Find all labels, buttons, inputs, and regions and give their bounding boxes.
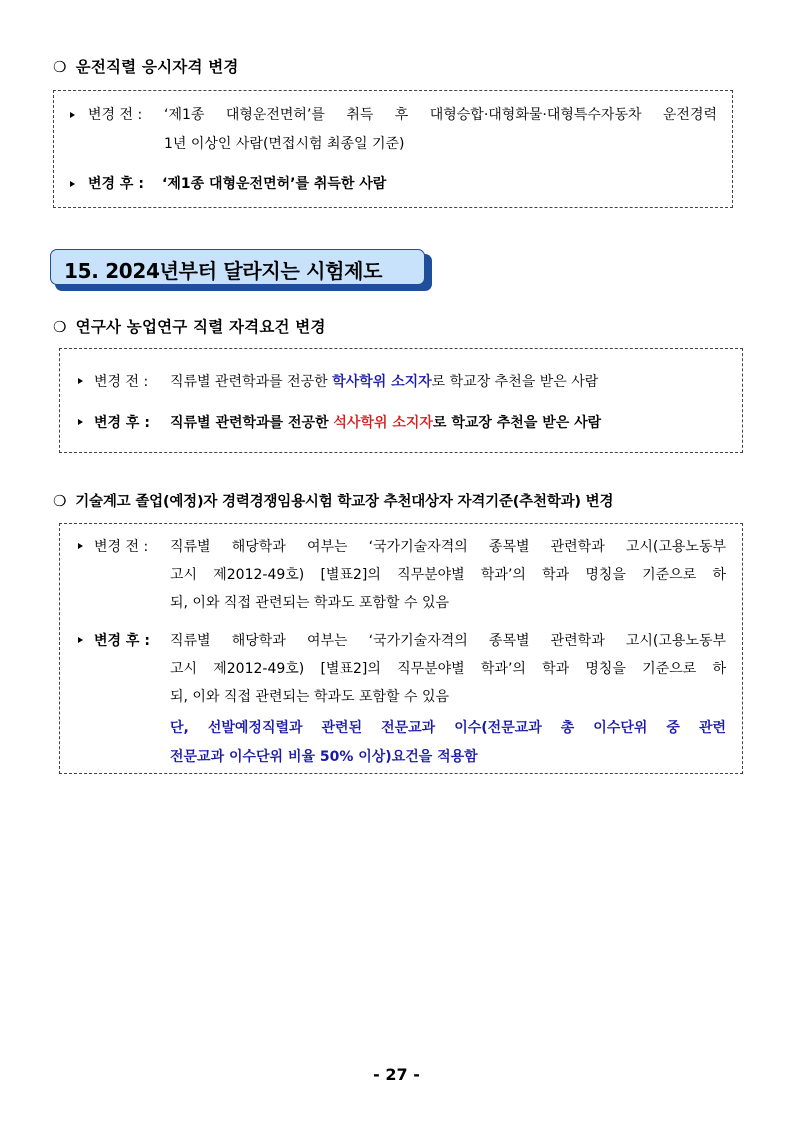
- triangle-bullet-icon: [78, 637, 83, 643]
- circle-bullet-icon: ❍: [53, 58, 67, 76]
- page-number: - 27 -: [373, 1065, 420, 1084]
- circle-bullet-icon: ❍: [53, 318, 67, 336]
- triangle-bullet-icon: [70, 181, 75, 187]
- after-label: 변경 후 :: [88, 176, 144, 192]
- section-title: 15. 2024년부터 달라지는 시험제도: [64, 259, 383, 283]
- before-text-post: 로 학교장 추천을 받은 사람: [431, 374, 599, 390]
- research-after-text: [170, 412, 601, 432]
- driving-change-box: [53, 90, 733, 208]
- after-text: ‘제1종 대형운전면허’를 취득한 사람: [162, 176, 387, 192]
- after-line-1: 직류별 해당학과 여부는 ‘국가기술자격의 종목별 관련학과 고시(고용노동부: [170, 633, 726, 649]
- before-line-3: 되, 이와 직접 관련되는 학과도 포함할 수 있음: [170, 595, 450, 611]
- triangle-bullet-icon: [70, 112, 75, 118]
- after-label: 변경 후 :: [94, 415, 150, 431]
- before-line-1: 직류별 해당학과 여부는 ‘국가기술자격의 종목별 관련학과 고시(고용노동부: [170, 539, 726, 555]
- before-line-2: 1년 이상인 사람(면접시험 최종일 기준): [164, 136, 405, 152]
- after-line-2: 고시 제2012-49호) [별표2]의 직무분야별 학과’의 학과 명칭을 기준으로 하: [170, 661, 726, 677]
- before-highlight: 학사학위 소지자: [332, 374, 432, 390]
- before-line-1: ‘제1종 대형운전면허’를 취득 후 대형승합·대형화물·대형특수자동차 운전경력: [164, 107, 717, 123]
- triangle-bullet-icon: [78, 419, 83, 425]
- driving-heading: [53, 55, 239, 77]
- research-heading: [53, 315, 326, 337]
- after-highlight: 석사학위 소지자: [333, 415, 433, 431]
- tech-heading: [53, 490, 613, 511]
- triangle-bullet-icon: [78, 378, 83, 384]
- circle-bullet-icon: ❍: [53, 492, 67, 510]
- before-label: 변경 전 :: [94, 374, 149, 390]
- after-line-5-condition: 전문교과 이수단위 비율 50% 이상)요건을 적용함: [170, 749, 478, 765]
- research-before-text: [170, 371, 598, 391]
- after-line-4-condition: 단, 선발예정직렬과 관련된 전문교과 이수(전문교과 총 이수단위 중 관련: [170, 720, 726, 736]
- after-text-pre: 직류별 관련학과를 전공한: [170, 415, 334, 431]
- driving-heading-text: 운전직렬 응시자격 변경: [75, 58, 239, 76]
- after-line-3: 되, 이와 직접 관련되는 학과도 포함할 수 있음: [170, 689, 450, 705]
- before-text-pre: 직류별 관련학과를 전공한: [170, 374, 333, 390]
- after-text-post: 로 학교장 추천을 받은 사람: [432, 415, 602, 431]
- after-label: 변경 후 :: [94, 633, 150, 649]
- triangle-bullet-icon: [78, 543, 83, 549]
- research-heading-text: 연구사 농업연구 직렬 자격요건 변경: [75, 318, 326, 336]
- tech-heading-text: 기술계고 졸업(예정)자 경력경쟁임용시험 학교장 추천대상자 자격기준(추천학과) 변경: [75, 494, 614, 510]
- before-line-2: 고시 제2012-49호) [별표2]의 직무분야별 학과’의 학과 명칭을 기준으로 하: [170, 567, 726, 583]
- research-change-box: [59, 348, 743, 453]
- tech-change-box: [59, 523, 743, 774]
- before-label: 변경 전 :: [94, 539, 149, 555]
- before-label: 변경 전 :: [88, 107, 143, 123]
